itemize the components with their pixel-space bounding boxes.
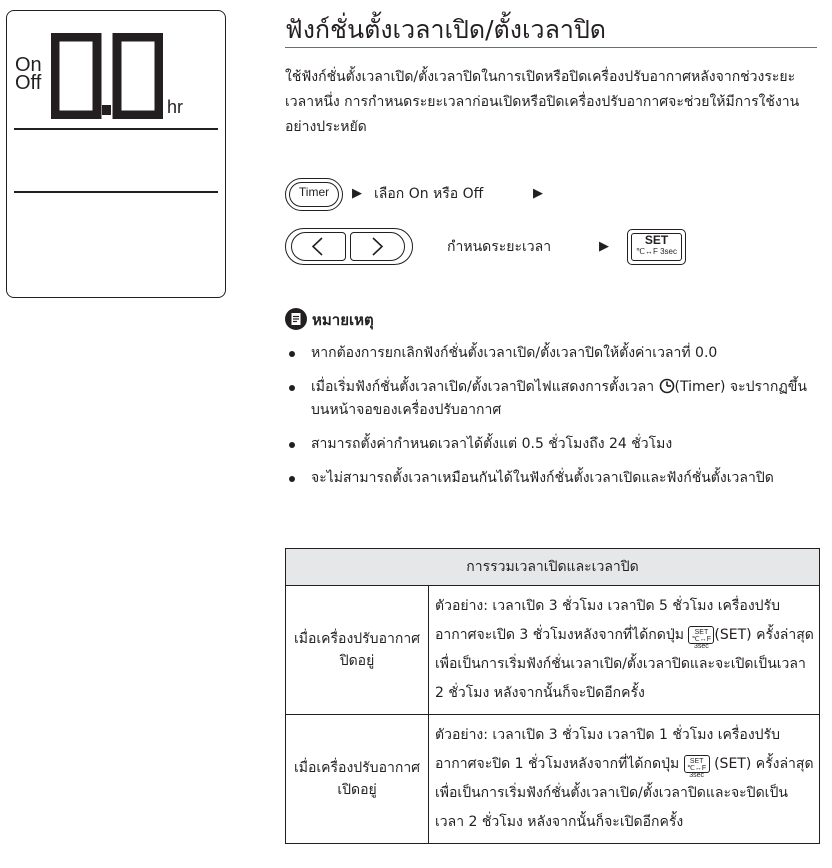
select-on-off-text: เลือก On หรือ Off — [374, 186, 484, 202]
table-row-desc-text: ตัวอย่าง: เวลาเปิด 3 ชั่วโมง เวลาปิด 5 ชั่วโมง เครื่องปรับอากาศจะเปิด 3 ชั่วโมงหลังจากที่ได้กดปุ่ม — [435, 598, 780, 643]
note-heading-text: หมายเหตุ — [312, 311, 374, 329]
set-button-label: SET — [644, 233, 669, 247]
table-row-description — [429, 715, 820, 844]
table-row-desc-text: (SET) ครั้งล่าสุดเพื่อเป็นการเริ่มฟังก์ชั่นเวลาเปิด/ตั้งเวลาปิดและจะเปิดเป็นเวลา 2 ชั่วโมง หลังจากนั้นก็จะปิดอีกครั้ง — [435, 627, 814, 701]
set-duration-text: กำหนดระยะเวลา — [447, 239, 552, 255]
lcd-display-panel — [6, 10, 226, 298]
lcd-hr-unit: hr — [167, 97, 184, 117]
table-row-label: เมื่อเครื่องปรับอากาศปิดอยู่ — [286, 586, 429, 715]
note-item — [285, 467, 820, 490]
table-row — [286, 715, 820, 844]
bullet — [289, 351, 295, 357]
table-row-desc-text: ตัวอย่าง: เวลาเปิด 3 ชั่วโมง เวลาปิด 1 ชั่วโมง เครื่องปรับอากาศจะปิด 1 ชั่วโมงหลังจากที่ได้กดปุ่ม — [435, 727, 780, 772]
chevron-left-icon — [291, 232, 346, 261]
set-button-icon-sublabel: ℃↔F 3sec — [691, 636, 711, 650]
timer-button[interactable] — [285, 178, 343, 211]
set-button[interactable] — [627, 229, 686, 265]
bullet — [289, 476, 295, 482]
set-button-icon — [684, 755, 710, 779]
timer-button-label: Timer — [298, 185, 330, 199]
arrow-icon: ▶ — [533, 186, 543, 201]
lcd-divider-2 — [14, 191, 218, 193]
chevron-right-icon — [350, 232, 405, 261]
lcd-on-label: On — [15, 54, 42, 76]
set-button-icon-label: SET — [689, 758, 704, 765]
table-header: การรวมเวลาเปิดและเวลาปิด — [286, 549, 820, 586]
table-row-description — [429, 586, 820, 715]
bullet — [289, 442, 295, 448]
note-item — [285, 342, 820, 365]
page-title: ฟังก์ชั่นตั้งเวลาเปิด/ตั้งเวลาปิด — [285, 15, 607, 44]
set-button-icon — [688, 626, 714, 650]
note-item-text: จะไม่สามารถตั้งเวลาเหมือนกันได้ในฟังก์ชั่นตั้งเวลาเปิดและฟังก์ชั่นตั้งเวลาปิด — [311, 470, 774, 486]
left-right-button-group — [285, 228, 413, 265]
set-button-icon-sublabel: ℃↔F 3sec — [687, 765, 707, 779]
note-item — [285, 433, 820, 456]
note-heading — [285, 308, 374, 332]
note-icon — [285, 308, 307, 330]
timer-combination-table — [285, 548, 820, 844]
table-row-label: เมื่อเครื่องปรับอากาศเปิดอยู่ — [286, 715, 429, 844]
right-button[interactable] — [350, 232, 405, 261]
set-button-icon-label: SET — [694, 629, 709, 636]
table-row — [286, 586, 820, 715]
note-item-text: สามารถตั้งค่ากำหนดเวลาได้ตั้งแต่ 0.5 ชั่วโมงถึง 24 ชั่วโมง — [311, 436, 673, 452]
table-row-desc-text: (SET) ครั้งล่าสุดเพื่อเป็นการเริ่มฟังก์ชั่นตั้งเวลาเปิด/ตั้งเวลาปิดและจะปิดเป็นเวลา 2 ชั่วโมง หลังจากนั้นก็จะเปิดอีกครั้ง — [435, 756, 814, 830]
note-item — [285, 376, 820, 422]
left-button[interactable] — [291, 232, 346, 261]
note-item-text: เมื่อเริ่มฟังก์ชั่นตั้งเวลาเปิด/ตั้งเวลาปิดไฟแสดงการตั้งเวลา — [311, 379, 655, 395]
bullet — [289, 385, 295, 391]
timer-clock-icon — [659, 378, 675, 394]
intro-paragraph: ใช้ฟังก์ชั่นตั้งเวลาเปิด/ตั้งเวลาปิดในการเปิดหรือปิดเครื่องปรับอากาศหลังจากช่วงระยะเวลาหนึ่ง การกำหนดระยะเวลาก่อนเปิดหรือปิดเครื่องปรับอากาศจะช่วยให้มีการใช้งานอย่างประหยัด — [285, 69, 800, 135]
title-divider — [285, 47, 817, 48]
lcd-off-label: Off — [15, 72, 42, 94]
arrow-icon: ▶ — [352, 186, 362, 201]
note-item-text: หากต้องการยกเลิกฟังก์ชั่นตั้งเวลาเปิด/ตั้งเวลาปิดให้ตั้งค่าเวลาที่ 0.0 — [311, 345, 718, 361]
arrow-icon: ▶ — [599, 239, 609, 254]
note-list — [285, 342, 820, 501]
lcd-divider-1 — [14, 128, 218, 130]
lcd-digits — [51, 33, 163, 119]
set-button-sublabel: ℃↔F 3sec — [636, 247, 677, 256]
note-item-text-tail: (Timer) จะปรากฏขึ้นบนหน้าจอของเครื่องปรับอากาศ — [311, 379, 807, 418]
